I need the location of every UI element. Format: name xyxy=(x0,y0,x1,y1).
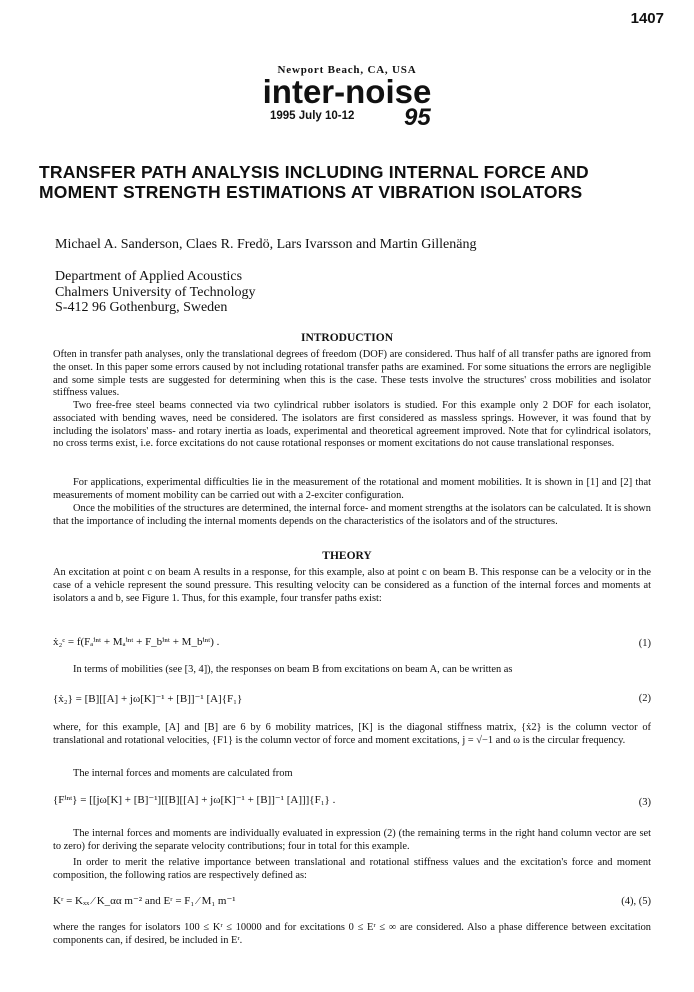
theory-paragraph: In terms of mobilities (see [3, 4]), the responses on beam B from excitations on beam A, can be written as xyxy=(73,664,513,675)
section-heading-theory: THEORY xyxy=(322,550,372,562)
conference-location: Newport Beach, CA, USA xyxy=(277,64,417,76)
equation-number: (4), (5) xyxy=(621,896,651,907)
conference-year-mark: 95 xyxy=(404,104,431,131)
theory-paragraph: where the ranges for isolators 100 ≤ Kʳ ≤ 10000 and for excitations 0 ≤ Eʳ ≤ ∞ are considered. Also a phase difference between excitation components can, if desired, be included in Eʳ. xyxy=(53,922,651,946)
equation-2: {ẋ₂} = [B][[A] + jω[K]⁻¹ + [B]]⁻¹ [A]{F₁} xyxy=(53,693,243,705)
conference-logo: inter-noise xyxy=(262,73,432,110)
affiliation-line: Chalmers University of Technology xyxy=(55,284,256,300)
intro-paragraph: Often in transfer path analyses, only the translational degrees of freedom (DOF) are considered. Thus half of all transfer paths are ignored from the onset. In this paper some errors caused by not including rotational transfer paths are examined. For some situations the errors are negligible and some simple tests are suggested for determining when this is the case. These tests involve the structures' cross mobilities and isolator stiffness values. xyxy=(53,349,651,399)
intro-paragraph: For applications, experimental difficulties lie in the measurement of the rotational and moment mobilities. It is shown in [1] and [2] that measurements of moment mobility can be carried out with a 2-exciter configuration. xyxy=(53,477,651,501)
paper-title: TRANSFER PATH ANALYSIS INCLUDING INTERNAL FORCE AND MOMENT STRENGTH ESTIMATIONS AT VIBRATION ISOLATORS xyxy=(39,162,589,202)
theory-paragraph: The internal forces and moments are individually evaluated in expression (2) (the remaining terms in the right hand column vector are set to zero) for deriving the separate velocity contributions; four in total for this example. xyxy=(53,828,651,852)
theory-paragraph: In order to merit the relative importance between translational and rotational stiffness values and the excitation's force and moment composition, the following ratios are respectively defined as: xyxy=(53,857,651,881)
theory-paragraph: The internal forces and moments are calculated from xyxy=(73,768,293,779)
affiliation xyxy=(55,269,256,316)
equation-number: (3) xyxy=(638,797,651,808)
section-heading-introduction: INTRODUCTION xyxy=(300,332,393,344)
intro-paragraph: Two free-free steel beams connected via two cylindrical rubber isolators is studied. For this example only 2 DOF for each isolator, associated with bending waves, need be considered. The isolators are first considered as massless springs. However, it was found that by including the isolators' mass- and rotary inertia as loads, experimental and theoretical agreement improved. Note that for cylindrical isolators, no cross terms exist, i.e. force excitations do not cause rotational responses or moment excitations do not cause translational responses. xyxy=(53,400,651,450)
equation-number: (2) xyxy=(638,693,651,704)
theory-paragraph: An excitation at point c on beam A results in a response, for this example, also at point c on beam B. This response can be a velocity or in the case of a vehicle represent the sound pressure. This resulting velocity can be considered as a function of the internal forces and moments at isolators a and b, see Figure 1. Thus, for this example, four transfer paths exist: xyxy=(53,567,651,604)
affiliation-line: S-412 96 Gothenburg, Sweden xyxy=(55,300,228,315)
equation-1: ẋ₂ᶜ = f(Fₐⁱⁿᵗ + Mₐⁱⁿᵗ + F_bⁱⁿᵗ + M_bⁱⁿᵗ) . xyxy=(53,636,220,648)
equations-4-5: Kʳ = Kₓₓ ⁄ K_αα m⁻² and Eʳ = F₁ ⁄ M₁ m⁻¹ xyxy=(53,895,236,907)
conference-date: 1995 July 10-12 xyxy=(270,110,355,122)
authors: Michael A. Sanderson, Claes R. Fredö, Lars Ivarsson and Martin Gillenäng xyxy=(55,237,477,252)
affiliation-line: Department of Applied Acoustics xyxy=(55,269,243,284)
intro-paragraph: Once the mobilities of the structures are determined, the internal force- and moment strengths at the isolators can be calculated. It is shown that the importance of including the internal moments depends on the characteristics of the isolators and of the structures. xyxy=(53,503,651,527)
theory-paragraph: where, for this example, [A] and [B] are 6 by 6 mobility matrices, [K] is the diagonal stiffness matrix, {ẋ2} is the column vector of translational and rotational velocities, {F1} is the column vector of force and moment excitations, j = √−1 and ω is the circular frequency. xyxy=(53,722,651,746)
equation-3: {Fⁱⁿᵗ} = [[jω[K] + [B]⁻¹][[B][[A] + jω[K]⁻¹ + [B]]⁻¹ [A]]]{F₁} . xyxy=(53,794,336,806)
equation-number: (1) xyxy=(638,638,651,649)
page-number: 1407 xyxy=(630,10,664,27)
